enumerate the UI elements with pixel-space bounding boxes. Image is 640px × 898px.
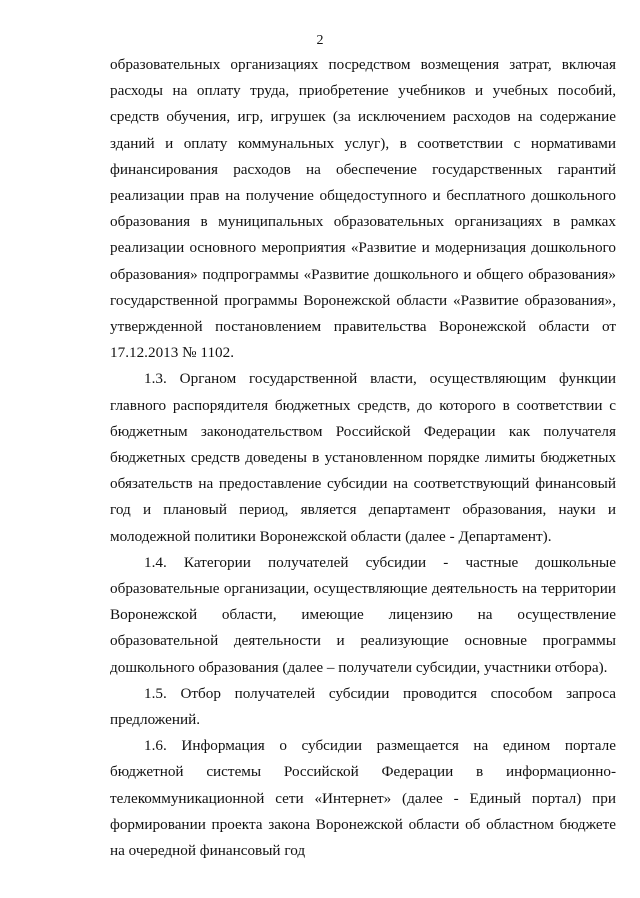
paragraph-1-3: 1.3. Органом государственной власти, осуществляющим функции главного распорядителя бюджетных средств, до которого в соответствии с бюджетным законодательством Российской Федерации как получателя бюджетных средств доведены в установленном порядке лимиты бюджетных обязательств на предоставление субсидии на соответствующий финансовый год и плановый период, является департамент образования, науки и молодежной политики Воронежской области (далее - Департамент). xyxy=(110,370,616,545)
document-body xyxy=(110,52,616,864)
paragraph-1-4: 1.4. Категории получателей субсидии - частные дошкольные образовательные организации, осуществляющие деятельность на территории Воронежской области, имеющие лицензию на осуществление образовательной деятельности и реализующие основные программы дошкольного образования (далее – получатели субсидии, участники отбора). xyxy=(110,553,616,676)
paragraph-1-5: 1.5. Отбор получателей субсидии проводится способом запроса предложений. xyxy=(110,684,616,729)
paragraph-1-6: 1.6. Информация о субсидии размещается на едином портале бюджетной системы Российской Федерации в информационно-телекоммуникационной сети «Интернет» (далее - Единый портал) при формировании проекта закона Воронежской области об областном бюджете на очередной финансовый год xyxy=(110,737,616,860)
page-number: 2 xyxy=(316,33,324,48)
paragraph-continuation: образовательных организациях посредством возмещения затрат, включая расходы на оплату труда, приобретение учебников и учебных пособий, средств обучения, игр, игрушек (за исключением расходов на содержание зданий и оплату коммунальных услуг), в соответствии с нормативами финансирования расходов на обеспечение государственных гарантий реализации прав на получение общедоступного и бесплатного дошкольного образования в муниципальных образовательных организациях в рамках реализации основного мероприятия «Развитие и модернизация дошкольного образования» подпрограммы «Развитие дошкольного и общего образования» государственной программы Воронежской области «Развитие образования», утвержденной постановлением правительства Воронежской области от 17.12.2013 № 1102. xyxy=(110,56,616,362)
